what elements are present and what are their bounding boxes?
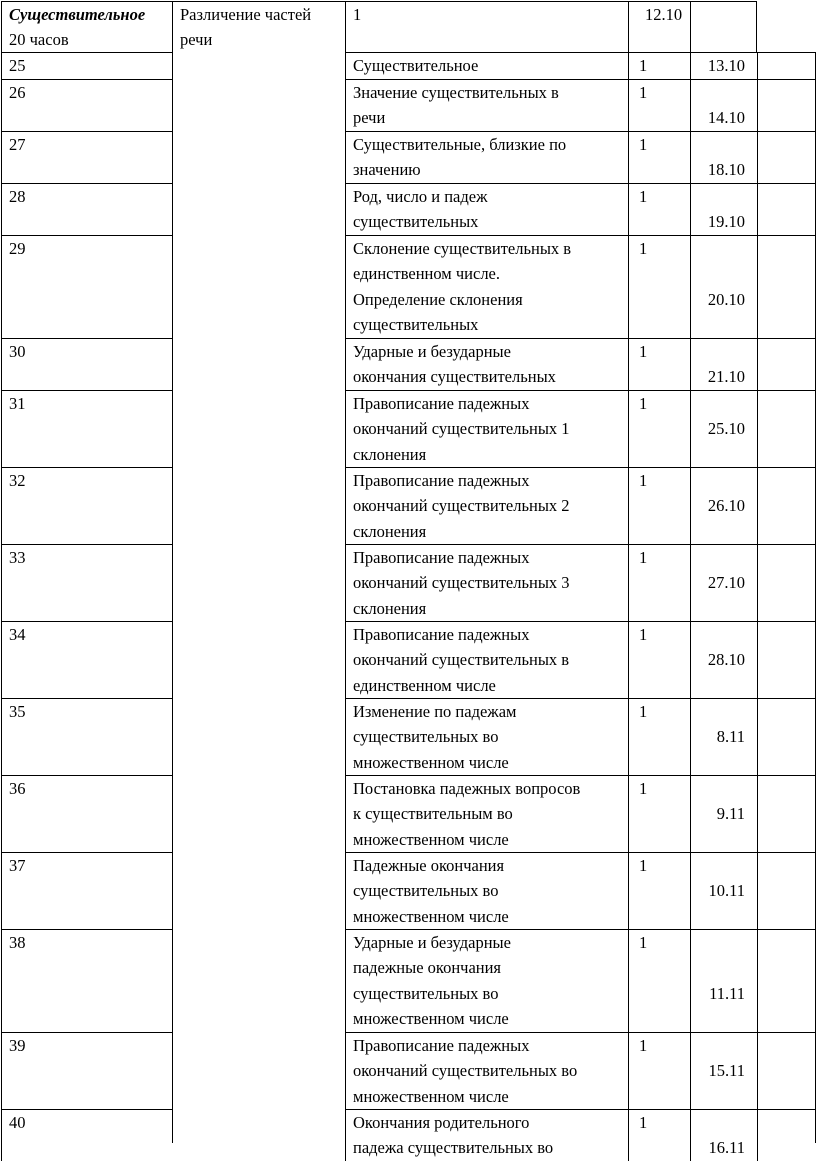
lesson-number: 27 — [9, 135, 26, 154]
lesson-title-line: Род, число и падеж — [353, 187, 488, 206]
lesson-title-line: Ударные и безударные — [353, 342, 511, 361]
header-overhang-line — [690, 52, 816, 53]
lesson-number-cell — [1, 1109, 172, 1161]
lesson-hours: 1 — [639, 933, 648, 952]
lesson-date: 20.10 — [707, 289, 745, 309]
lesson-title-cell — [345, 1109, 628, 1161]
lesson-title-cell — [345, 183, 628, 235]
section-hours: 20 часов — [9, 30, 69, 50]
lesson-number-cell — [1, 1032, 172, 1109]
lesson-title-line: склонения — [353, 444, 427, 464]
lesson-date-cell — [690, 775, 757, 852]
lesson-hours: 1 — [639, 702, 648, 721]
lesson-number-cell — [1, 698, 172, 775]
lesson-hours-cell — [628, 52, 690, 79]
lesson-date-cell — [690, 390, 757, 467]
section-title: Существительное — [9, 5, 146, 24]
lesson-hours: 1 — [639, 394, 648, 413]
extra-cell — [757, 544, 816, 621]
lesson-title-line: склонения — [353, 598, 427, 618]
lesson-hours: 1 — [639, 779, 648, 798]
lesson-title-line: существительных во — [353, 881, 499, 901]
lesson-title-line: окончаний существительных 2 — [353, 496, 570, 516]
lesson-hours-cell — [628, 235, 690, 338]
lesson-date: 21.10 — [707, 367, 745, 387]
extra-cell — [757, 929, 816, 1032]
lesson-hours: 1 — [639, 1036, 648, 1055]
lesson-title-line: Определение склонения — [353, 289, 523, 309]
lesson-hours-cell — [628, 338, 690, 390]
lesson-date: 18.10 — [707, 160, 745, 180]
lesson-hours: 1 — [639, 56, 648, 75]
lesson-number: 31 — [9, 394, 26, 413]
topic-cell — [172, 1, 345, 1143]
lesson-number-cell — [1, 775, 172, 852]
lesson-title-line: Правописание падежных — [353, 471, 530, 490]
lesson-number-cell — [1, 52, 172, 79]
lesson-hours: 1 — [639, 625, 648, 644]
lesson-date: 19.10 — [707, 212, 745, 232]
lesson-title-line: окончаний существительных 3 — [353, 573, 570, 593]
lesson-title-line: Значение существительных в — [353, 83, 559, 102]
extra-cell — [757, 1032, 816, 1109]
lesson-hours: 1 — [639, 83, 648, 102]
lesson-title-line: существительных — [353, 212, 479, 232]
extra-cell — [757, 183, 816, 235]
topic-line-2: речи — [180, 30, 213, 50]
lesson-date: 9.11 — [716, 804, 745, 824]
lesson-date: 16.11 — [708, 1138, 745, 1158]
extra-cell — [757, 79, 816, 131]
lesson-title-line: единственном числе. — [353, 264, 501, 284]
lesson-title-line: окончаний существительных в — [353, 650, 570, 670]
extra-cell — [757, 852, 816, 929]
lesson-title-cell — [345, 775, 628, 852]
lesson-hours: 1 — [639, 342, 648, 361]
lesson-date: 10.11 — [708, 881, 745, 901]
lesson-hours-cell — [628, 852, 690, 929]
lesson-date-cell — [690, 467, 757, 544]
lesson-number-cell — [1, 929, 172, 1032]
lesson-number-cell — [1, 852, 172, 929]
lesson-date: 28.10 — [707, 650, 745, 670]
lesson-title-line: существительных — [353, 314, 479, 334]
lesson-title-line: речи — [353, 108, 386, 128]
lesson-date: 26.10 — [707, 496, 745, 516]
lesson-title-line: падежные окончания — [353, 958, 502, 978]
lesson-title-line: Окончания родительного — [353, 1113, 530, 1132]
extra-cell — [757, 621, 816, 698]
lesson-title-line: окончаний существительных во — [353, 1061, 578, 1081]
lesson-title-line: множественном числе — [353, 906, 509, 926]
lesson-date: 25.10 — [707, 419, 745, 439]
lesson-hours: 1 — [639, 187, 648, 206]
lesson-number-cell — [1, 467, 172, 544]
lesson-date-cell — [690, 235, 757, 338]
lesson-title-line: Правописание падежных — [353, 1036, 530, 1055]
lesson-title-line: Падежные окончания — [353, 856, 505, 875]
topic-line-1: Различение частей — [180, 5, 312, 24]
lesson-title-line: Постановка падежных вопросов — [353, 779, 581, 798]
lesson-date-cell — [690, 698, 757, 775]
lesson-title-line: к существительным во — [353, 804, 513, 824]
lesson-title-line: Правописание падежных — [353, 548, 530, 567]
lesson-hours-cell — [628, 621, 690, 698]
lesson-hours: 1 — [639, 1113, 648, 1132]
lesson-number: 28 — [9, 187, 26, 206]
lesson-number: 34 — [9, 625, 26, 644]
lesson-date: 27.10 — [707, 573, 745, 593]
lesson-date: 11.11 — [709, 983, 745, 1003]
lesson-title-line: Правописание падежных — [353, 394, 530, 413]
lesson-title-line: множественном числе — [353, 752, 509, 772]
lesson-title-line: значению — [353, 160, 421, 180]
section-cell — [1, 1, 172, 52]
lesson-date: 13.10 — [707, 56, 745, 75]
lesson-title-line: Ударные и безударные — [353, 933, 511, 952]
lesson-title-cell — [345, 467, 628, 544]
lesson-title-line: падежа существительных во — [353, 1138, 554, 1158]
lesson-title-line: существительных во — [353, 983, 499, 1003]
lesson-hours-cell — [628, 183, 690, 235]
lesson-title-cell — [345, 79, 628, 131]
extra-cell — [757, 52, 816, 79]
lesson-number-cell — [1, 544, 172, 621]
extra-cell — [757, 338, 816, 390]
extra-cell — [757, 131, 816, 183]
lesson-number: 25 — [9, 56, 26, 75]
lesson-date: 15.11 — [708, 1061, 745, 1081]
lesson-date-cell — [690, 544, 757, 621]
lesson-number: 29 — [9, 239, 26, 258]
extra-cell — [757, 235, 816, 338]
lesson-number-cell — [1, 183, 172, 235]
lesson-title-line: окончания существительных — [353, 367, 556, 387]
lesson-hours-cell — [628, 1109, 690, 1161]
lesson-date-cell — [690, 852, 757, 929]
lesson-title-cell — [345, 621, 628, 698]
lesson-title-line: Существительное — [353, 56, 479, 75]
lesson-date-cell — [690, 929, 757, 1032]
lesson-date-cell — [690, 621, 757, 698]
lesson-number: 37 — [9, 856, 26, 875]
lesson-number: 38 — [9, 933, 26, 952]
lesson-date-cell — [690, 1032, 757, 1109]
lesson-title-cell — [345, 698, 628, 775]
lesson-title-cell — [345, 338, 628, 390]
lesson-title-cell — [345, 52, 628, 79]
lesson-number: 39 — [9, 1036, 26, 1055]
lesson-number-cell — [1, 235, 172, 338]
header-hours-cell — [345, 1, 628, 52]
lesson-title-line: множественном числе — [353, 1008, 509, 1028]
lesson-number: 33 — [9, 548, 26, 567]
lesson-number: 30 — [9, 342, 26, 361]
lesson-date-cell — [690, 131, 757, 183]
lesson-title-line: Правописание падежных — [353, 625, 530, 644]
lesson-date: 14.10 — [707, 108, 745, 128]
lesson-title-line: единственном числе — [353, 675, 496, 695]
lesson-number: 32 — [9, 471, 26, 490]
lesson-title-line: Изменение по падежам — [353, 702, 517, 721]
lesson-title-cell — [345, 544, 628, 621]
lesson-hours-cell — [628, 544, 690, 621]
lesson-title-line: Существительные, близкие по — [353, 135, 567, 154]
extra-cell — [757, 698, 816, 775]
lesson-title-line: склонения — [353, 521, 427, 541]
lesson-number-cell — [1, 338, 172, 390]
lesson-number: 36 — [9, 779, 26, 798]
lesson-title-line: Склонение существительных в — [353, 239, 572, 258]
lesson-number-cell — [1, 79, 172, 131]
lesson-date-cell — [690, 1109, 757, 1161]
extra-cell — [757, 1109, 816, 1161]
lesson-hours-cell — [628, 79, 690, 131]
header-date-cell — [628, 1, 690, 52]
lesson-hours-cell — [628, 131, 690, 183]
lesson-title-line: окончаний существительных 1 — [353, 419, 570, 439]
header-date: 12.10 — [645, 5, 683, 24]
lesson-hours-cell — [628, 1032, 690, 1109]
header-hours: 1 — [353, 5, 362, 24]
lesson-title-line: множественном числе — [353, 1086, 509, 1106]
lesson-number: 40 — [9, 1113, 26, 1132]
extra-cell — [757, 775, 816, 852]
lesson-number: 35 — [9, 702, 26, 721]
lesson-hours-cell — [628, 775, 690, 852]
lesson-hours-cell — [628, 698, 690, 775]
header-empty-cell — [690, 1, 757, 52]
lesson-title-cell — [345, 929, 628, 1032]
lesson-title-line: существительных во — [353, 727, 499, 747]
lesson-hours: 1 — [639, 239, 648, 258]
lesson-hours: 1 — [639, 548, 648, 567]
lesson-number-cell — [1, 621, 172, 698]
lesson-date-cell — [690, 338, 757, 390]
lesson-date-cell — [690, 79, 757, 131]
lesson-title-cell — [345, 235, 628, 338]
lesson-hours-cell — [628, 390, 690, 467]
extra-cell — [757, 390, 816, 467]
lesson-number-cell — [1, 131, 172, 183]
lesson-date-cell — [690, 183, 757, 235]
lesson-hours: 1 — [639, 135, 648, 154]
lesson-title-cell — [345, 852, 628, 929]
extra-cell — [757, 467, 816, 544]
lesson-date: 8.11 — [716, 727, 745, 747]
lesson-hours-cell — [628, 929, 690, 1032]
lesson-hours: 1 — [639, 471, 648, 490]
lesson-date-cell — [690, 52, 757, 79]
lesson-title-cell — [345, 390, 628, 467]
lesson-title-cell — [345, 1032, 628, 1109]
lesson-hours-cell — [628, 467, 690, 544]
lesson-number-cell — [1, 390, 172, 467]
lesson-number: 26 — [9, 83, 26, 102]
table-right-edge-header — [756, 1, 757, 52]
lesson-hours: 1 — [639, 856, 648, 875]
lesson-title-cell — [345, 131, 628, 183]
lesson-title-line: множественном числе — [353, 829, 509, 849]
